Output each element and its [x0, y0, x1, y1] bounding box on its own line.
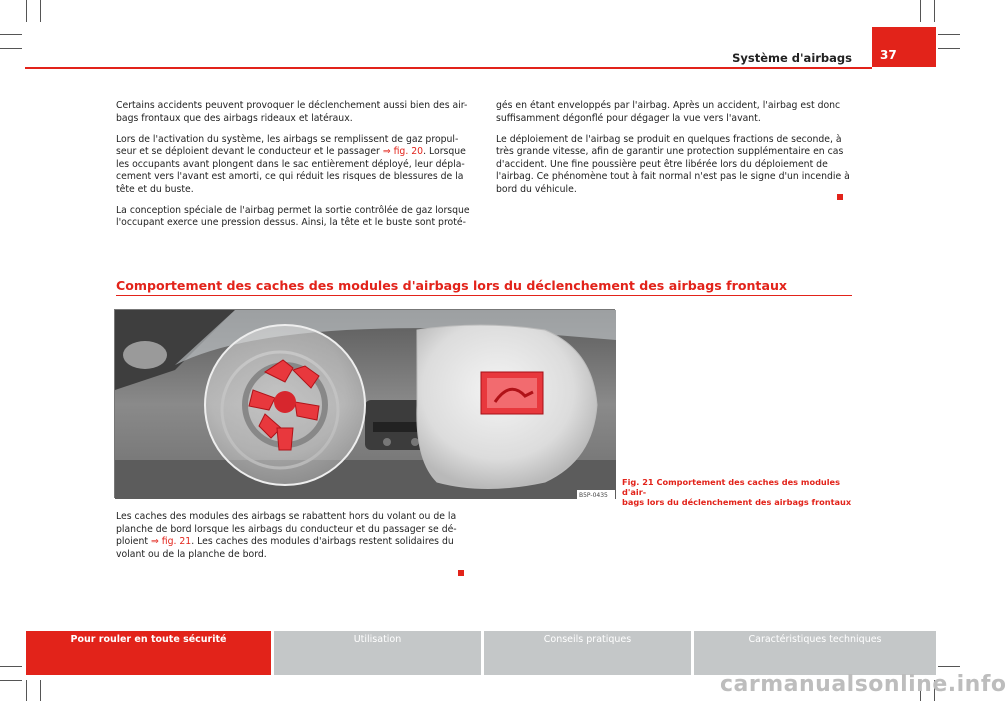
section-heading: Comportement des caches des modules d'airbags lors du déclenchement des airbags frontaux [116, 278, 788, 293]
paragraph [496, 134, 866, 197]
paragraph: La conception spéciale de l'airbag permet la sortie contrôlée de gaz lorsque l'occupant exerce une pression dessus. Ainsi, la tête et le buste sont proté- [116, 204, 470, 228]
radio-knob [411, 438, 419, 446]
section-rule [116, 295, 852, 296]
crop-mark [934, 0, 935, 22]
left-column [116, 100, 476, 238]
crop-mark [938, 48, 960, 49]
crop-mark [26, 680, 27, 701]
paragraph-text: Le déploiement de l'airbag se produit en quelques fractions de seconde, à très grande vitesse, afin de garantir une protection supplémentaire en cas d'accident. Une fine poussière peut être libérée lors du déploiement de l'airbag. Ce phénomène tout à fait normal n'est pas le signe d'un incendie à bord du véhicule. [496, 133, 850, 195]
section-end-marker [837, 194, 843, 200]
paragraph: Certains accidents peuvent provoquer le déclenchement aussi bien des air- bags frontaux que des airbags rideaux et latéraux. [116, 100, 468, 124]
footer-tab-conseils[interactable] [484, 631, 691, 675]
footer-tab-securite[interactable] [26, 631, 271, 675]
crop-mark [0, 680, 22, 681]
figure-code: B5P-0435 [579, 492, 608, 499]
footer-tab-label: Caractéristiques techniques [748, 634, 882, 645]
footer-tab-caracteristiques[interactable] [694, 631, 936, 675]
crop-mark [40, 0, 41, 22]
paragraph: gés en étant enveloppés par l'airbag. Après un accident, l'airbag est donc suffisamment dégonflé pour dégager la vue vers l'avant. [496, 100, 841, 124]
header-rule [25, 67, 872, 69]
right-column [496, 100, 866, 205]
crop-mark [26, 0, 27, 22]
paragraph-text: . Lorsque les occupants avant plongent dans le sac entièrement déployé, leur dépla- cement vers l'avant est amorti, ce qui réduit les risques de blessures de la tête et du buste. [116, 146, 466, 195]
footer-tab-label: Pour rouler en toute sécurité [70, 634, 227, 645]
driver-module-hub [274, 391, 296, 413]
paragraph-text: Les caches des modules des airbags se rabattent hors du volant ou de la planche de bord lorsque les airbags du conducteur et du passager se dé- ploient [116, 511, 457, 547]
paragraph [116, 134, 476, 197]
footer-tab-utilisation[interactable] [274, 631, 481, 675]
figure-reference-link[interactable]: ⇒ fig. 20 [382, 146, 424, 157]
figure-reference-link[interactable]: ⇒ fig. 21 [150, 536, 192, 547]
mirror [123, 341, 167, 369]
crop-mark [0, 34, 22, 35]
crop-mark [920, 0, 921, 22]
watermark: carmanualsonline.info [720, 672, 1007, 697]
figure-body-text [116, 511, 476, 570]
footer-tab-label: Utilisation [353, 634, 402, 645]
crop-mark [938, 666, 960, 667]
running-header: Système d'airbags [732, 51, 852, 65]
page-number: 37 [880, 48, 897, 62]
airbag-figure [114, 309, 615, 498]
crop-mark [0, 666, 22, 667]
paragraph-text: . Les caches des modules d'airbags restent solidaires du volant ou de la planche de bord. [116, 536, 454, 560]
page-number-badge [872, 27, 936, 67]
footer-tab-label: Conseils pratiques [543, 634, 632, 645]
paragraph [116, 511, 476, 561]
crop-mark [0, 48, 22, 49]
crop-mark [40, 680, 41, 701]
crop-mark [938, 34, 960, 35]
figure-caption: Fig. 21 Comportement des caches des modules d'air- bags lors du déclenchement des airbags frontaux [622, 477, 852, 507]
section-end-marker [458, 570, 464, 576]
radio-knob [383, 438, 391, 446]
paragraph-text: Lors de l'activation du système, les airbags se remplissent de gaz propul- seur et se déploient devant le conducteur et le passager [116, 133, 459, 157]
dashboard-illustration [115, 310, 616, 499]
